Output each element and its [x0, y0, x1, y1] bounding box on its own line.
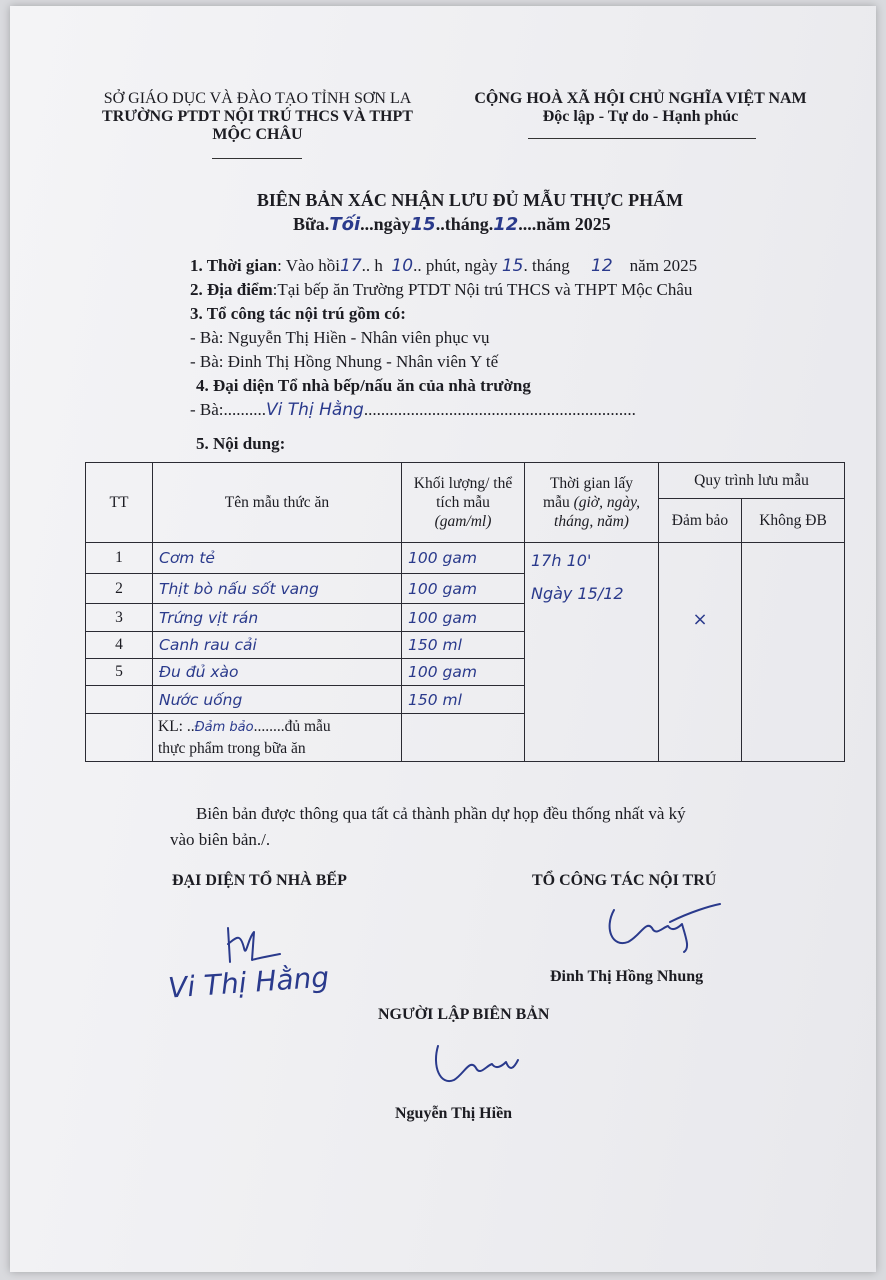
row-3-weight: 100 gam	[402, 604, 525, 632]
team-member-1: - Bà: Nguyễn Thị Hiền - Nhân viên phục vụ	[190, 328, 490, 347]
content-label: 5. Nội dung:	[196, 434, 286, 453]
kitchen-line	[190, 400, 636, 420]
row-3-tt: 3	[86, 604, 153, 632]
row-5-tt: 5	[86, 659, 153, 686]
header-time-line2b: (giờ, ngày,	[573, 494, 640, 511]
header-weight-line1: Khối lượng/ thể	[413, 475, 513, 492]
team-member-2: - Bà: Đinh Thị Hồng Nhung - Nhân viên Y tế	[190, 352, 499, 371]
ok-cell	[659, 543, 742, 762]
ok-check-mark: ×	[692, 609, 708, 630]
header-time-line3: tháng, năm)	[554, 513, 629, 530]
national-motto: Độc lập - Tự do - Hạnh phúc	[542, 108, 739, 125]
header-not-ok: Không ĐB	[742, 499, 845, 543]
time-year: năm 2025	[629, 256, 698, 275]
row-3-name: Trứng vịt rán	[153, 604, 402, 632]
row-4-name: Canh rau cải	[153, 632, 402, 659]
row-5-weight: 100 gam	[402, 659, 525, 686]
header-right	[468, 90, 813, 126]
conclusion-line2: thực phẩm trong bữa ăn	[158, 740, 306, 757]
team-label: 3. Tổ công tác nội trú gồm có:	[190, 304, 406, 323]
sample-date: Ngày 15/12	[531, 584, 624, 603]
school-name: TRƯỜNG PTDT NỘI TRÚ THCS VÀ THPT	[102, 108, 413, 125]
time-day: 15	[501, 256, 524, 276]
time-minute: 10	[391, 256, 414, 276]
school-location: MỘC CHÂU	[212, 126, 303, 143]
header-process: Quy trình lưu mẫu	[659, 463, 845, 499]
row-6-tt	[86, 686, 153, 714]
conclusion-cell	[153, 714, 402, 762]
day-value: 15	[410, 214, 436, 235]
writer-title: NGƯỜI LẬP BIÊN BẢN	[378, 1006, 550, 1023]
row-4-weight: 150 ml	[402, 632, 525, 659]
header-left	[85, 90, 430, 144]
kitchen-dots: ................................................................	[363, 400, 636, 419]
department-name: SỞ GIÁO DỤC VÀ ĐÀO TẠO TỈNH SƠN LA	[103, 90, 412, 107]
place-label: 2. Địa điểm	[190, 280, 273, 299]
kitchen-rep-name: Vi Thị Hằng	[266, 400, 364, 420]
closing-line-1: Biên bản được thông qua tất cả thành phần dự họp đều thống nhất và ký	[196, 804, 686, 823]
closing-line-2: vào biên bản./.	[170, 830, 271, 849]
row-6-name: Nước uống	[153, 686, 402, 714]
row-1-weight: 100 gam	[402, 543, 525, 574]
row-2-weight: 100 gam	[402, 574, 525, 604]
meal-line	[293, 214, 611, 235]
meal-prefix: Bữa.	[293, 214, 330, 234]
row-2-tt: 2	[86, 574, 153, 604]
time-label: 1. Thời gian	[190, 256, 278, 275]
header-time-line1: Thời gian lấy	[549, 475, 634, 492]
header-food-name: Tên mẫu thức ăn	[153, 463, 402, 543]
header-time	[525, 463, 659, 543]
conclusion-value: Đảm bảo	[194, 720, 254, 735]
header-weight-line2: tích mẫu	[436, 494, 490, 511]
kitchen-signature-mark	[214, 918, 294, 968]
month-prefix: ..tháng.	[435, 214, 494, 234]
header-tt: TT	[86, 463, 153, 543]
row-4-tt: 4	[86, 632, 153, 659]
header-ok: Đảm bảo	[659, 499, 742, 543]
not-ok-cell	[742, 543, 845, 762]
header-left-underline	[212, 158, 302, 159]
header-weight	[402, 463, 525, 543]
row-kl-tt	[86, 714, 153, 762]
kitchen-label: 4. Đại diện Tổ nhà bếp/nấu ăn của nhà trường	[196, 376, 531, 395]
header-time-line2a: mẫu	[543, 494, 574, 511]
meal-value: Tối	[329, 214, 361, 235]
row-5-name: Đu đủ xào	[153, 659, 402, 686]
time-line	[190, 256, 697, 276]
row-1-name: Cơm tẻ	[153, 543, 402, 574]
country-name: CỘNG HOÀ XÃ HỘI CHỦ NGHĨA VIỆT NAM	[474, 90, 807, 107]
month-value: 12	[493, 214, 519, 235]
time-month: 12	[591, 256, 613, 276]
kitchen-prefix: - Bà:..........	[190, 400, 267, 419]
time-month-label: . tháng	[523, 256, 570, 275]
time-prefix: : Vào hồi	[277, 256, 341, 275]
conclusion-suffix: ........đủ mẫu	[253, 718, 331, 735]
team-signature	[600, 898, 730, 958]
row-1-tt: 1	[86, 543, 153, 574]
row-2-name: Thịt bò nấu sốt vang	[153, 574, 402, 604]
writer-name: Nguyễn Thị Hiền	[395, 1105, 513, 1122]
place-text: :Tại bếp ăn Trường PTDT Nội trú THCS và THPT Mộc Châu	[272, 280, 693, 299]
conclusion-prefix: KL: ..	[158, 718, 195, 735]
sample-time-cell	[525, 543, 659, 762]
kitchen-rep-title: ĐẠI DIỆN TỔ NHÀ BẾP	[172, 872, 347, 889]
header-right-underline	[528, 138, 756, 139]
row-kl-weight	[402, 714, 525, 762]
time-hour: 17	[340, 256, 362, 276]
team-signer-name: Đinh Thị Hồng Nhung	[550, 968, 704, 985]
header-weight-line3: (gam/ml)	[434, 513, 492, 530]
document-title: BIÊN BẢN XÁC NHẬN LƯU ĐỦ MẪU THỰC PHẨM	[256, 190, 684, 210]
time-h-label: .. h	[361, 256, 383, 275]
sample-table	[85, 462, 845, 762]
day-prefix: ...ngày	[360, 214, 411, 234]
kitchen-signer-name: Vi Thị Hằng	[167, 960, 331, 1005]
place-line	[190, 280, 692, 300]
team-title: TỔ CÔNG TÁC NỘI TRÚ	[532, 872, 717, 889]
time-minute-label: .. phút, ngày	[413, 256, 498, 275]
row-6-weight: 150 ml	[402, 686, 525, 714]
year-text: ....năm 2025	[518, 214, 611, 234]
sample-time: 17h 10'	[531, 551, 592, 570]
writer-signature	[430, 1038, 530, 1094]
